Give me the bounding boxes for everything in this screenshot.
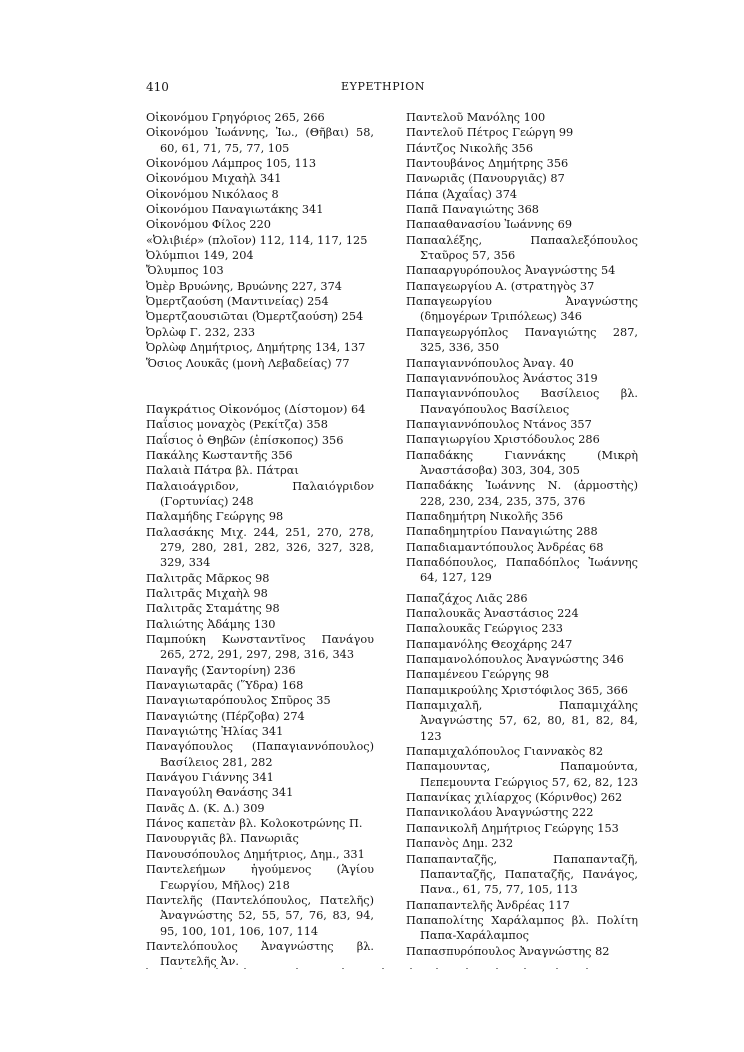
scan-dots — [146, 966, 606, 972]
index-entry: Παπαλουκᾶς Ἀναστάσιος 224 — [406, 607, 579, 620]
index-entry: Παπαγεωργίου Α. (στρατηγὸς 37 — [406, 279, 595, 293]
index-entry: Παλιτρᾶς Σταμάτης 98 — [146, 602, 280, 616]
page-number: 410 — [146, 80, 169, 94]
index-entry: Παναγιώτης Ἠλίας 341 — [146, 725, 284, 739]
index-entry: Παπαμουντας, Παπαμούντα, Πεπεμουντα Γεώργιος 57, 62, 82, 123 — [406, 760, 639, 789]
index-entry: Παπαγιαννόπουλος Βασίλειος βλ. Παναγόπουλος Βασίλειος — [406, 387, 638, 416]
index-entry: Ὅσιος Λουκᾶς (μονὴ Λεβαδείας) 77 — [146, 356, 350, 370]
index-entry: Παπαδόπουλος, Παπαδόπλος Ἰωάννης 64, 127, 129 — [406, 555, 638, 585]
index-entry: Παπαμανόλης Θεοχάρης 247 — [406, 637, 573, 651]
index-entry: Παπαδιαμαντόπουλος Ἀνδρέας 68 — [406, 540, 604, 554]
index-entry: Παπαμιχαλόπουλος Γιαννακὸς 82 — [406, 745, 604, 759]
index-entry: Παπαλουκᾶς Γεώργιος 233 — [406, 622, 563, 636]
index-entry: Παΐσιος ὁ Θηβῶν (ἐπίσκοπος) 356 — [146, 433, 344, 447]
index-entry: Παπαδάκης Ἰωάννης Ν. (ἁρμοστὴς) 228, 230, 234, 235, 375, 376 — [406, 479, 638, 508]
index-entry: Παπανικολάου Ἀναγνώστης 222 — [406, 806, 594, 820]
index-entry: Παπαγεωργίου Ἀναγνώστης (δημογέρων Τριπόλεως) 346 — [406, 295, 638, 324]
index-entry: Παπαζάχος Λιᾶς 286 — [406, 591, 528, 605]
index-entry: Πάπα (Ἀχαΐας) 374 — [406, 187, 518, 201]
index-entry: Οἰκονόμου Γρηγόριος 265, 266 — [146, 111, 325, 124]
index-entry: Παντελοῦ Πέτρος Γεώργη 99 — [406, 126, 574, 140]
index-entry: Παναγιώτης (Πέρζοβα) 274 — [146, 709, 305, 723]
index-entry: Πανάγου Γιάννης 341 — [146, 771, 274, 785]
index-entry: Παπανὸς Δημ. 232 — [406, 837, 514, 851]
index-entry: Παμπούκη Κωνσταντῖνος Πανάγου 265, 272, 291, 297, 298, 316, 343 — [146, 633, 374, 662]
index-entry: Παπαδημητρίου Παναγιώτης 288 — [406, 525, 598, 539]
index-entry: Πανουσόπουλος Δημήτριος, Δημ., 331 — [146, 847, 365, 861]
index-entry: Παπαμιχαλῆ, Παπαμιχάλης Ἀναγνώστης 57, 62, 80, 81, 82, 84, 123 — [406, 699, 638, 743]
index-entry: Παΐσιος μοναχὸς (Ρεκίτζα) 358 — [146, 418, 328, 432]
index-entry: Οἰκονόμου Νικόλαος 8 — [146, 187, 279, 201]
index-entry: Παπαγιαννόπουλος Ντάνος 357 — [406, 417, 592, 431]
index-entry: Παπαγιαννόπουλος Ἀναγ. 40 — [406, 356, 574, 370]
index-entry: Παναγόπουλος (Παπαγιαννόπουλος) Βασίλειος 281, 282 — [146, 740, 374, 769]
section-gap — [146, 371, 374, 402]
index-entry: Πακάλης Κωσταντῆς 356 — [146, 448, 293, 462]
index-entry: Παναγούλη Θανάσης 341 — [146, 786, 294, 800]
index-entry: Παντελῆς (Παντελόπουλος, Πατελῆς) Ἀναγνώστης 52, 55, 57, 76, 83, 94, 95, 100, 101, 106, 107, 114 — [146, 893, 374, 938]
index-entry: Παντελόπουλος Ἀναγνώστης βλ. Παντελῆς Ἀν. — [146, 939, 374, 969]
index-entry: Παπαπανταζῆς, Παπαπανταζῆ, Παπανταζῆς, Παπαταζῆς, Πανάγος, Πανα., 61, 75, 77, 105, 113 — [406, 852, 638, 897]
index-entry: Παπασπυρόπουλος Ἀναγνώστης 82 — [406, 944, 610, 958]
index-entry: Παπααργυρόπουλος Ἀναγνώστης 54 — [406, 264, 616, 278]
index-entry: Πανουργιᾶς βλ. Πανωριᾶς — [146, 832, 299, 846]
index-entry: Ὀμὲρ Βρυώνης, Βρυώνης 227, 374 — [146, 279, 342, 293]
index-entry: Παντελεήμων ἡγούμενος (Ἁγίου Γεωργίου, Μῆλος) 218 — [146, 863, 374, 892]
index-entry: Παπᾶ Παναγιώτης 368 — [406, 203, 539, 217]
index-entry: Ὀμερτζαούση (Μαντινείας) 254 — [146, 295, 329, 309]
index-entry: Ὀλύμπιοι 149, 204 — [146, 249, 254, 263]
index-entry: Παπααλέξης, Παπααλεξόπουλος Σταῦρος 57, 356 — [406, 233, 638, 263]
index-entry: Παλαμήδης Γεώργης 98 — [146, 510, 284, 524]
index-entry: Πανωριᾶς (Πανουργιᾶς) 87 — [406, 172, 565, 186]
index-entry: Ὀμερτζαουσιῶται (Ὀμερτζαούση) 254 — [146, 310, 364, 324]
index-entry: Παπαμικρούλης Χριστόφιλος 365, 366 — [406, 683, 628, 697]
index-entry: Παπαμένεου Γεώργης 98 — [406, 668, 550, 682]
index-entry: Παλαιὰ Πάτρα βλ. Πάτραι — [146, 464, 299, 478]
index-entry: Ὀρλὼφ Δημήτριος, Δημήτρης 134, 137 — [146, 341, 366, 355]
index-entry: Παπαγεωργόπλος Παναγιώτης 287, 325, 336, 350 — [406, 325, 638, 355]
index-entry: Παπαδάκης Γιαννάκης (Μικρὴ Ἀναστάσοβα) 303, 304, 305 — [406, 448, 638, 477]
index-entry: Παλιτρᾶς Μιχαὴλ 98 — [146, 586, 268, 600]
index-entry: Παναγιωταρόπουλος Σπῦρος 35 — [146, 694, 331, 708]
index-entry: Παντουβάνος Δημήτρης 356 — [406, 157, 569, 171]
index-entry: Παλιτρᾶς Μᾶρκος 98 — [146, 571, 270, 585]
index-entry: Οἰκονόμου Φίλος 220 — [146, 218, 271, 232]
index-entry: Παπαγιαννόπουλος Ἀνάστος 319 — [406, 371, 598, 385]
index-entry: Παλασάκης Μιχ. 244, 251, 270, 278, 279, 280, 281, 282, 326, 327, 328, 329, 334 — [146, 525, 374, 570]
index-entry: Ὀρλὼφ Γ. 232, 233 — [146, 325, 256, 339]
index-entry: Παπαδημήτρη Νικολῆς 356 — [406, 509, 564, 523]
index-entry: Οἰκονόμου Ἰωάννης, Ἰω., (Θῆβαι) 58, 60, 61, 71, 75, 77, 105 — [146, 126, 374, 155]
index-entry: Ὄλυμπος 103 — [146, 264, 224, 278]
index-entry: Πάντζος Νικολῆς 356 — [406, 141, 534, 155]
index-entry: Πάνος καπετὰν βλ. Κολοκοτρώνης Π. — [146, 817, 363, 831]
index-entry: Οἰκονόμου Λάμπρος 105, 113 — [146, 157, 317, 171]
index-entry: Πανᾶς Δ. (Κ. Δ.) 309 — [146, 801, 265, 815]
index-entry: Οἰκονόμου Παναγιωτάκης 341 — [146, 203, 324, 217]
index-entry: Παπαμανολόπουλος Ἀναγνώστης 346 — [406, 653, 624, 667]
index-column-left — [146, 110, 374, 970]
index-entry: Παντελοῦ Μανόλης 100 — [406, 111, 546, 124]
index-column-right — [406, 110, 638, 959]
index-entry: Οἰκονόμου Μιχαὴλ 341 — [146, 172, 282, 186]
index-entry: Παπανίκας χιλίαρχος (Κόρινθος) 262 — [406, 791, 623, 805]
index-entry: Παπαγιωργίου Χριστόδουλος 286 — [406, 433, 600, 447]
index-entry: Παλαιοάγριδον, Παλαιόγριδον (Γορτυνίας) 248 — [146, 479, 374, 508]
index-entry: Παπαπαντελῆς Ἀνδρέας 117 — [406, 898, 570, 912]
index-entry: Παπαπολίτης Χαράλαμπος βλ. Πολίτη Παπα-Χαράλαμπος — [406, 913, 638, 943]
index-entry: Παγκράτιος Οἰκονόμος (Δίστομον) 64 — [146, 402, 366, 416]
index-entry: «Ὀλιβιέρ» (πλοῖον) 112, 114, 117, 125 — [146, 233, 368, 247]
page-title: ΕΥΡΕΤΗΡΙΟΝ — [341, 80, 426, 93]
index-entry: Παναγιωταρᾶς (Ὕδρα) 168 — [146, 679, 304, 693]
index-entry: Παναγῆς (Σαντορίνη) 236 — [146, 663, 296, 677]
index-entry: Παλιώτης Ἀδάμης 130 — [146, 617, 276, 631]
index-entry: Παπααθανασίου Ἰωάννης 69 — [406, 218, 573, 232]
index-entry: Παπανικολῆ Δημήτριος Γεώργης 153 — [406, 821, 619, 835]
